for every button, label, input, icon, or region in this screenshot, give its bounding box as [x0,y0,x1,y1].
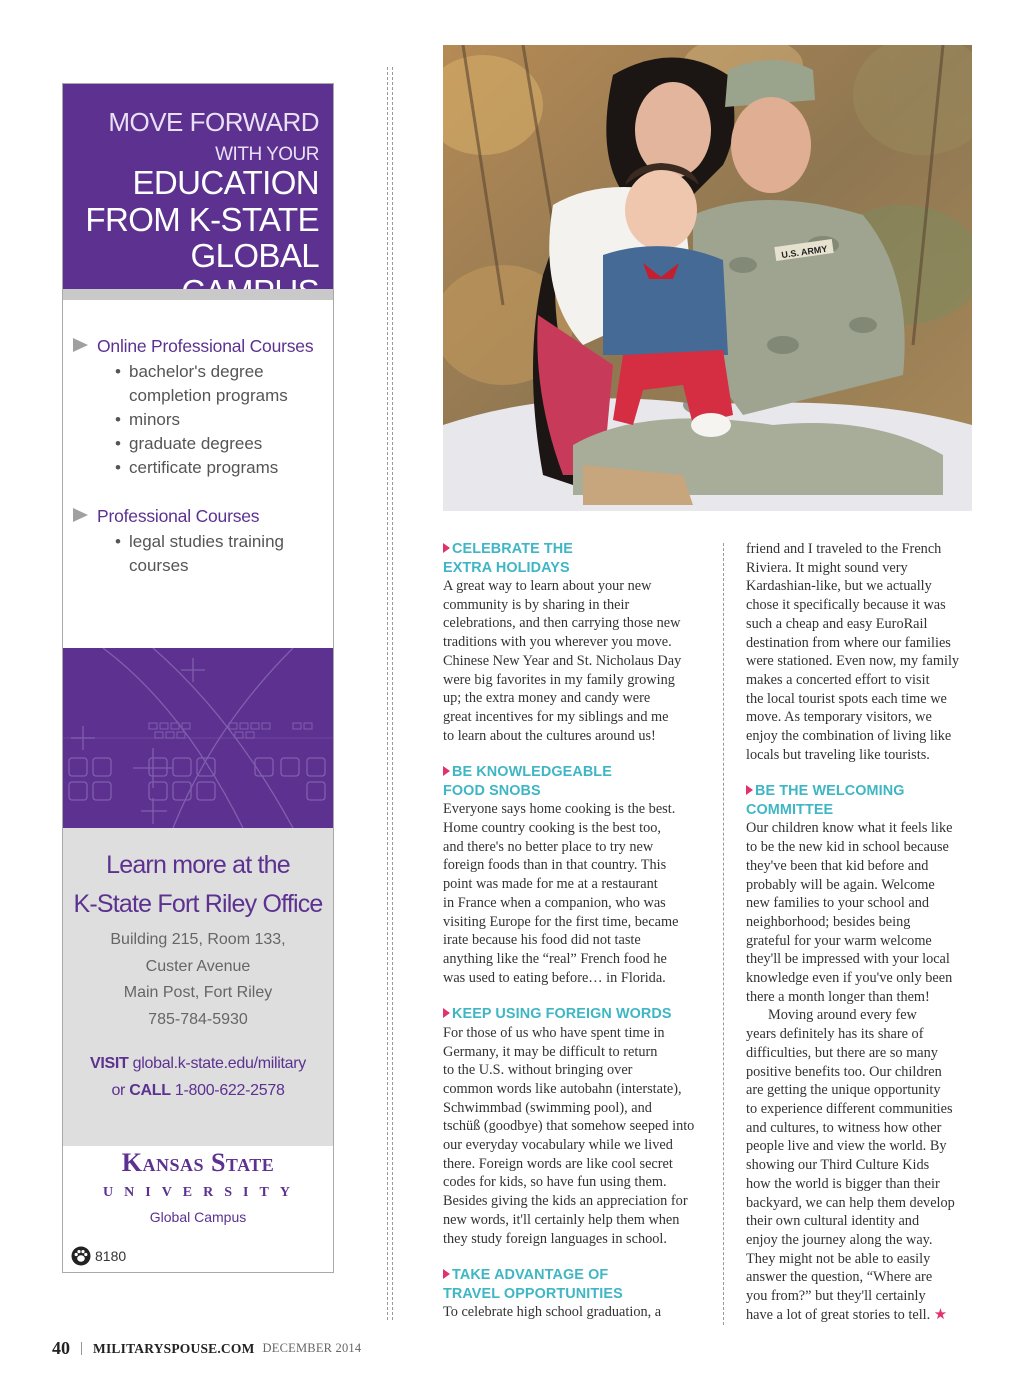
ad-header-block [63,84,333,289]
text-line: they'll be impressed with your local [746,951,950,968]
text-line: move. As temporary visitors, we [746,709,932,726]
visit-label: VISIT [90,1055,129,1072]
course-items-online [73,360,313,480]
course-item: completion programs [129,386,288,405]
footer-separator: | [80,1340,84,1356]
text-line: and there's no better place to try new [443,838,654,855]
text-line: celebrations, and then carrying those new [443,615,681,632]
paw-print-icon [71,1246,91,1266]
headline-global-campus: GLOBAL [190,237,319,275]
heading-line: BE THE WELCOMING [755,783,905,800]
footer-site: MILITARYSPOUSE.COM [93,1340,255,1356]
call-prefix: or [111,1082,126,1099]
text-line: such a cheap and easy EuroRail [746,615,928,632]
course-item: • bachelor's degree [73,360,313,384]
course-item: • certificate programs [73,456,313,480]
family-photo [443,45,972,511]
section-body [746,540,981,764]
text-line: enjoy the journey along the way. [746,1231,933,1248]
course-group-online-title [73,336,313,357]
section-travel-continued [746,540,981,764]
text-line: they've been that kid before and [746,857,929,874]
tech-pattern-graphic [63,648,333,828]
triangle-bullet-icon [73,508,88,522]
text-line: Everyone says home cooking is the best. [443,801,676,818]
heading-line: BE KNOWLEDGEABLE [452,764,612,781]
office-phone: 785-784-5930 [148,1010,248,1028]
heading-line: CELEBRATE THE [452,541,573,557]
text-line: positive benefits too. Our children [746,1063,942,1080]
text-line: irate because his food did not taste [443,932,641,949]
headline-from-kstate: FROM K-STATE [85,200,319,238]
text-line: Besides giving the kids an appreciation for [443,1193,688,1210]
triangle-marker-icon [746,785,753,795]
section-heading [443,763,705,800]
text-line: To celebrate high school graduation, a [443,1304,662,1321]
text-line: how the world is bigger than their [746,1175,940,1192]
headline-move-forward: MOVE FORWARD [108,107,319,137]
text-line: destination from where our families [746,634,951,651]
text-line: in France when a companion, who was [443,894,666,911]
course-item: courses [129,556,189,575]
text-line: people live and view the world. By [746,1138,947,1155]
text-line: to the U.S. without bringing over [443,1062,633,1079]
text-line: was used to eating before… in Florida. [443,969,666,986]
learn-line-1: Learn more at the [106,851,290,879]
text-line: new words, it'll certainly help them when [443,1211,680,1228]
text-line: great incentives for my siblings and me [443,708,669,725]
text-line: were big favorites in my family growing [443,671,675,688]
text-line: are getting the unique opportunity [746,1082,941,1099]
page-number: 40 [52,1338,70,1358]
text-line: Schwimmbad (swimming pool), and [443,1099,652,1116]
heading-line: TAKE ADVANTAGE OF [452,1267,609,1284]
kstate-logo [63,1146,333,1272]
text-line: makes a concerted effort to visit [746,671,930,688]
section-body [443,800,705,987]
closing-paragraph [746,1025,981,1324]
section-welcoming-committee [746,782,981,1324]
ad-purple-band [63,648,333,828]
us-army-tape: U.S. ARMY [780,243,828,261]
course-items-professional [73,530,284,578]
course-item: • legal studies training [73,530,284,554]
text-line: our everyday vocabulary while we lived [443,1137,673,1154]
text-line: tschüß (goodbye) that somehow seeped into [443,1118,695,1135]
text-line: probably will be again. Welcome [746,876,935,893]
learn-line-2: K-State Fort Riley Office [73,890,323,918]
text-line: to experience different communities [746,1100,953,1117]
address-line: Building 215, Room 133, [110,931,286,948]
ad-contact-block [63,828,333,1146]
logo-university: UNIVERSITY [103,1185,301,1200]
text-line: to be the new kid in school because [746,839,949,856]
section-food-snobs [443,763,705,987]
ad-code [71,1246,126,1266]
footer-issue-date: DECEMBER 2014 [262,1341,362,1355]
section-body [443,1024,705,1248]
column-divider [723,543,724,1325]
article-column-2 [746,540,981,1342]
text-line: years definitely has its share of [746,1026,924,1043]
text-line: they study foreign languages in school. [443,1230,667,1247]
text-line: the local tourist spots each time we [746,690,947,707]
text-line: were stationed. Even now, my family [746,653,960,670]
section-travel [443,1266,705,1322]
course-item: • graduate degrees [73,432,313,456]
call-label: CALL [129,1082,171,1099]
call-number: 1-800-622-2578 [174,1082,285,1099]
end-star-icon: ★ [933,1306,948,1323]
dashed-divider [387,67,393,1320]
course-title-text: Online Professional Courses [97,336,314,356]
section-celebrate-holidays [443,540,705,745]
course-group-professional [73,506,284,578]
section-foreign-words [443,1005,705,1248]
text-line: community is by sharing in their [443,596,630,613]
text-line: you from?” but they'll certainly [746,1288,926,1305]
family-photo-illustration [443,45,972,511]
ad-headline [63,108,319,311]
learn-more-heading [63,846,333,924]
text-line: their own cultural identity and [746,1213,920,1230]
text-line: common words like autobahn (interstate), [443,1080,682,1097]
section-heading [746,782,981,819]
section-body [443,577,705,745]
course-item: • minors [73,408,313,432]
section-heading [443,540,705,577]
headline-education: EDUCATION [132,164,319,202]
text-line: Chinese New Year and St. Nicholaus Day [443,652,682,669]
text-line: Our children know what it feels like [746,820,953,837]
text-line: enjoy the combination of living like [746,728,952,745]
heading-line: EXTRA HOLIDAYS [443,559,570,576]
logo-global-campus: Global Campus [149,1209,247,1225]
text-line: Kardashian-like, but we actually [746,578,932,595]
text-line: have a lot of great stories to tell. ★ [746,1306,948,1323]
course-title-text: Professional Courses [97,506,260,526]
text-line: codes for kids, so have fun using them. [443,1174,667,1191]
heading-line: COMMITTEE [746,801,834,818]
text-line: Germany, it may be difficult to return [443,1043,658,1060]
text-line: showing our Third Culture Kids [746,1157,930,1174]
ad-gray-band [63,289,333,300]
text-line: Home country cooking is the best too, [443,820,661,837]
course-group-professional-title [73,506,284,527]
text-line: They might not be able to easily [746,1250,931,1267]
text-line: new families to your school and [746,895,930,912]
section-heading [443,1005,705,1024]
page-footer [52,1338,361,1359]
address-line: Main Post, Fort Riley [123,984,273,1001]
visit-url: global.k-state.edu/military [132,1055,306,1072]
text-line: neighborhood; besides being [746,913,911,930]
kstate-advertisement [62,83,334,1273]
ad-course-list [63,300,333,648]
text-line: there. Foreign words are like cool secret [443,1155,673,1172]
course-group-online [73,336,313,480]
visit-call-block [63,1050,333,1104]
headline-with-your: WITH YOUR [215,143,319,165]
text-line: Riviera. It might sound very [746,559,908,576]
text-line: point was made for me at a restaurant [443,876,658,893]
ad-code-number: 8180 [95,1248,127,1264]
text-line: there a month longer than them! [746,988,930,1005]
text-line: grateful for your warm welcome [746,932,932,949]
logo-kansas-state: Kansas State [121,1148,275,1177]
section-body [443,1303,705,1322]
text-line: visiting Europe for the first time, became [443,913,679,930]
section-heading [443,1266,705,1303]
text-line: answer the question, “Where are [746,1269,933,1286]
text-line: For those of us who have spent time in [443,1024,665,1041]
triangle-marker-icon [443,1269,450,1279]
text-line: foreign foods than in that country. This [443,857,667,874]
text-line: A great way to learn about your new [443,578,652,594]
text-line: and cultures, to witness how other [746,1119,942,1136]
text-line: to learn about the cultures around us! [443,727,656,744]
heading-line: FOOD SNOBS [443,782,541,799]
text-line: anything like the “real” French food he [443,950,667,967]
text-line: knowledge even if you've only been [746,970,953,987]
office-address [63,927,333,1033]
text-line: chose it specifically because it was [746,597,946,614]
heading-line: TRAVEL OPPORTUNITIES [443,1285,623,1302]
text-line: friend and I traveled to the French [746,541,942,557]
text-line: traditions with you wherever you move. [443,634,672,651]
triangle-bullet-icon [73,338,88,352]
closing-paragraph-first-line: Moving around every few [768,1007,917,1024]
triangle-marker-icon [443,1008,450,1018]
article-column-1 [443,540,705,1340]
text-line: difficulties, but there are so many [746,1044,938,1061]
address-line: Custer Avenue [145,957,251,975]
triangle-marker-icon [443,543,450,553]
text-line: backyard, we can help them develop [746,1194,955,1211]
text-line: locals but traveling like tourists. [746,746,930,763]
section-body [746,819,981,1006]
triangle-marker-icon [443,766,450,776]
text-line: up; the extra money and candy were [443,690,651,707]
heading-line: KEEP USING FOREIGN WORDS [452,1006,672,1023]
